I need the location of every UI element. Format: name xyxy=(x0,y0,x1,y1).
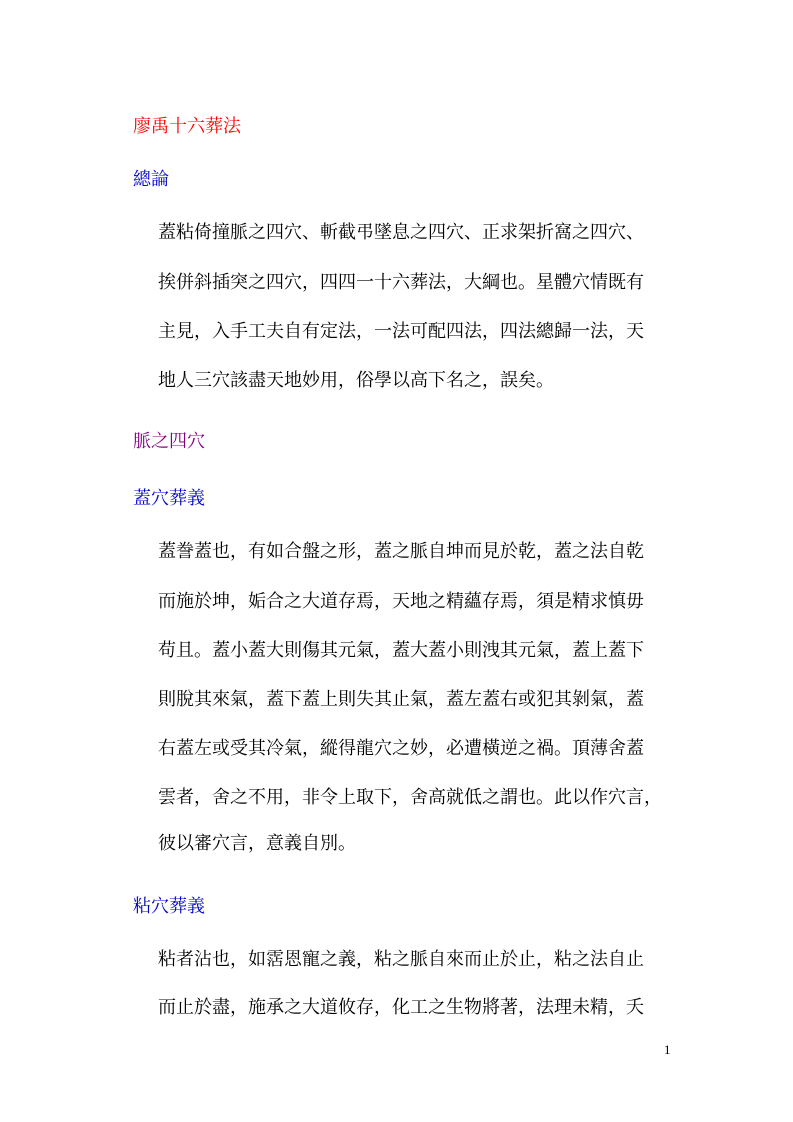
paragraph-line: 而施於坤，姤合之大道存焉，天地之精蘊存焉，須是精求慎毋 xyxy=(158,591,644,612)
subsection-heading-zhan: 粘穴葬義 xyxy=(133,896,205,917)
paragraph-line: 蓋粘倚撞脈之四穴、斬截弔墜息之四穴、正求架折窩之四穴、 xyxy=(158,222,644,243)
section-heading-vein: 脈之四穴 xyxy=(133,431,205,452)
paragraph-line: 雲者，舍之不用，非令上取下，舍高就低之謂也。此以作穴言， xyxy=(158,787,662,808)
paragraph-line: 挨併斜插突之四穴，四四一十六葬法，大綱也。星體穴情既有 xyxy=(158,272,644,293)
paragraph-line: 地人三穴該盡天地妙用，俗學以高下名之，誤矣。 xyxy=(158,370,554,391)
paragraph-line: 彼以審穴言，意義自別。 xyxy=(158,833,356,854)
paragraph-line: 而止於盡，施承之大道攸存，化工之生物將著，法理未精，夭 xyxy=(158,997,644,1018)
paragraph-line: 苟且。蓋小蓋大則傷其元氣，蓋大蓋小則洩其元氣，蓋上蓋下 xyxy=(158,640,644,661)
paragraph-line: 主見，入手工夫自有定法，一法可配四法，四法總歸一法，天 xyxy=(158,321,644,342)
section-heading-general: 總論 xyxy=(133,169,169,190)
paragraph-line: 蓋誊蓋也，有如合盤之形，蓋之脈自坤而見於乾，蓋之法自乾 xyxy=(158,541,644,562)
paragraph-line: 右蓋左或受其冷氣，縱得龍穴之妙，必遭橫逆之禍。頂薄舍蓋 xyxy=(158,738,644,759)
subsection-heading-gai: 蓋穴葬義 xyxy=(133,488,205,509)
paragraph-line: 則脫其來氣，蓋下蓋上則失其止氣，蓋左蓋右或犯其剝氣，蓋 xyxy=(158,689,644,710)
paragraph-line: 粘者沾也，如霑恩寵之義，粘之脈自來而止於止，粘之法自止 xyxy=(158,949,644,970)
page-number: 1 xyxy=(664,1042,671,1057)
document-title: 廖禹十六葬法 xyxy=(133,116,241,137)
